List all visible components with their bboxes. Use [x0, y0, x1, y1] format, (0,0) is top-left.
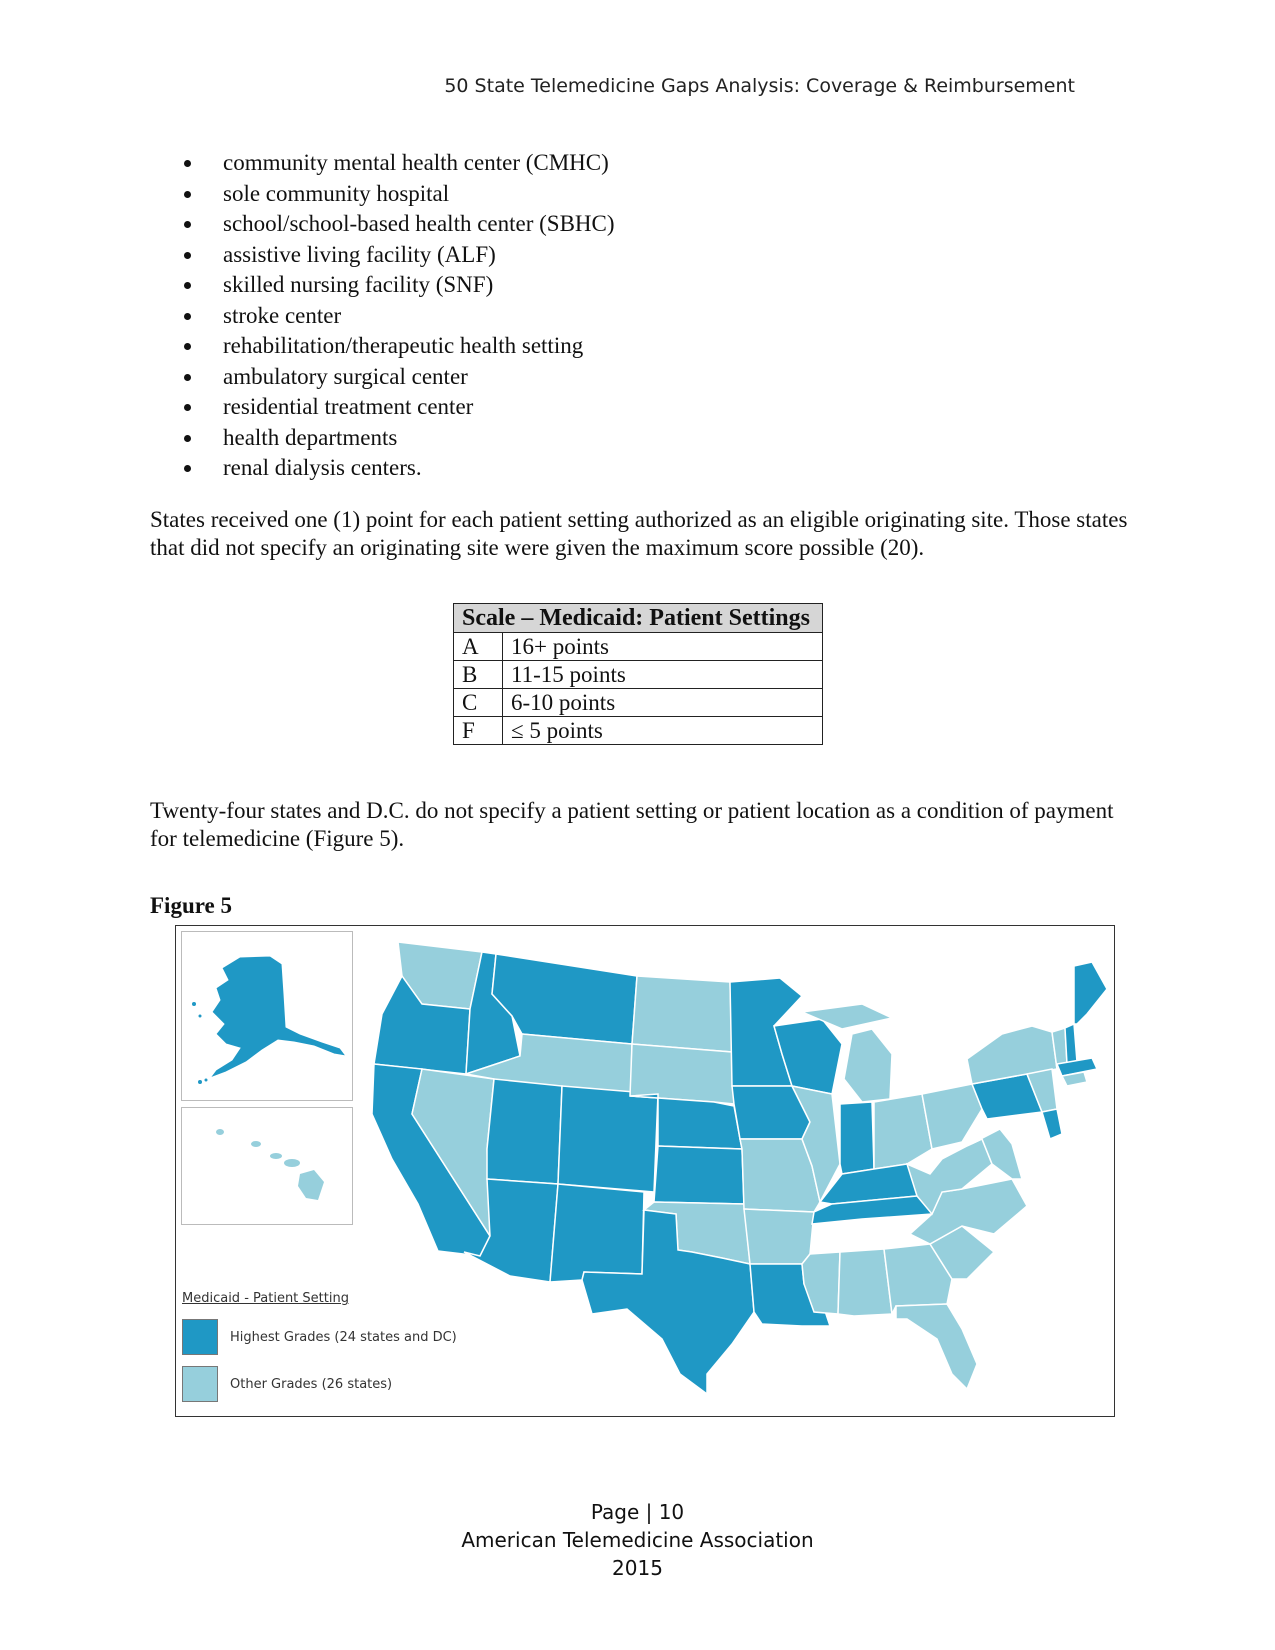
- legend-swatch: [182, 1366, 218, 1402]
- figure-label: Figure 5: [150, 893, 232, 918]
- page-number: Page | 10: [590, 1500, 685, 1524]
- legend-label: Other Grades (26 states): [230, 1376, 393, 1392]
- grade-cell: C: [454, 689, 503, 717]
- scale-table-title: Scale – Medicaid: Patient Settings: [454, 604, 823, 633]
- summary-paragraph: Twenty-four states and D.C. do not specify a patient setting or patient location as a condition of payment for telemedicine (Figure 5).: [150, 798, 1114, 851]
- list-item: health departments: [178, 423, 615, 454]
- list-item: renal dialysis centers.: [178, 453, 615, 484]
- list-item: community mental health center (CMHC): [178, 148, 615, 179]
- alaska-inset: [181, 931, 353, 1101]
- bullet-icon: [184, 343, 191, 350]
- list-item: rehabilitation/therapeutic health setting: [178, 331, 615, 362]
- contiguous-us-map: [362, 934, 1107, 1412]
- grade-cell: F: [454, 717, 503, 745]
- legend-item-other: [182, 1366, 392, 1402]
- legend-item-highest: [182, 1319, 457, 1355]
- bullet-icon: [184, 191, 191, 198]
- range-cell: 16+ points: [503, 633, 823, 661]
- list-item: stroke center: [178, 301, 615, 332]
- footer-year: 2015: [612, 1556, 663, 1580]
- bullet-icon: [184, 313, 191, 320]
- bullet-icon: [184, 282, 191, 289]
- bullet-icon: [184, 435, 191, 442]
- alaska-map: [182, 932, 352, 1100]
- us-medicaid-map-figure: [175, 925, 1115, 1417]
- legend-label: Highest Grades (24 states and DC): [230, 1329, 457, 1345]
- bullet-icon: [184, 404, 191, 411]
- page-footer: [0, 1498, 1275, 1582]
- list-item: assistive living facility (ALF): [178, 240, 615, 271]
- running-header: 50 State Telemedicine Gaps Analysis: Coverage & Reimbursement: [444, 75, 1075, 97]
- bullet-icon: [184, 221, 191, 228]
- list-item: sole community hospital: [178, 179, 615, 210]
- scale-table: [453, 603, 823, 745]
- bullet-icon: [184, 374, 191, 381]
- table-row: [454, 661, 823, 689]
- grade-cell: B: [454, 661, 503, 689]
- bullet-icon: [184, 252, 191, 259]
- table-row: [454, 633, 823, 661]
- list-item: skilled nursing facility (SNF): [178, 270, 615, 301]
- bullet-icon: [184, 160, 191, 167]
- list-item: ambulatory surgical center: [178, 362, 615, 393]
- table-row: [454, 689, 823, 717]
- list-item: residential treatment center: [178, 392, 615, 423]
- hawaii-inset: [181, 1107, 353, 1225]
- legend-swatch: [182, 1319, 218, 1355]
- range-cell: 6-10 points: [503, 689, 823, 717]
- range-cell: 11-15 points: [503, 661, 823, 689]
- bullet-icon: [184, 465, 191, 472]
- grade-cell: A: [454, 633, 503, 661]
- scoring-paragraph: States received one (1) point for each patient setting authorized as an eligible originating site. Those states that did not specify an originating site were given the maximum score possible (20).: [150, 507, 1128, 560]
- legend-title: Medicaid - Patient Setting: [182, 1291, 349, 1306]
- footer-org: American Telemedicine Association: [461, 1528, 814, 1552]
- hawaii-map: [182, 1108, 352, 1224]
- list-item: school/school-based health center (SBHC): [178, 209, 615, 240]
- table-row: [454, 717, 823, 745]
- range-cell: ≤ 5 points: [503, 717, 823, 745]
- patient-setting-list: [178, 148, 615, 484]
